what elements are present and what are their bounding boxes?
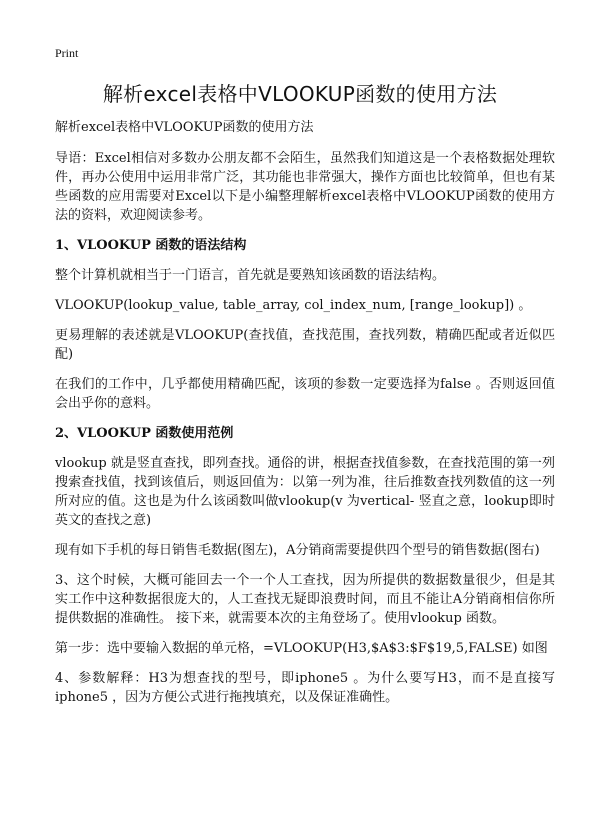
section1-heading: 1、VLOOKUP 函数的语法结构 xyxy=(55,238,247,253)
section2-paragraph-2: 现有如下手机的每日销售毛数据(图左)，A分销商需要提供四个型号的销售数据(图右) xyxy=(55,543,540,558)
document-body xyxy=(55,118,555,718)
section1-paragraph-3: 在我们的工作中，几乎都使用精确匹配，该项的参数一定要选择为false 。否则返回值会出乎你的意料。 xyxy=(55,377,555,411)
section2-paragraph-5: 4、参数解释：H3为想查找的型号，即iphone5 。为什么要写H3，而不是直接写iphone5 ，因为方便公式进行拖拽填充，以及保证准确性。 xyxy=(55,671,555,705)
section2-paragraph-4: 第一步：选中要输入数据的单元格，=VLOOKUP(H3,$A$3:$F$19,5,FALSE) 如图 xyxy=(55,641,548,656)
document-title: 解析excel表格中VLOOKUP函数的使用方法 xyxy=(102,82,498,106)
section1-paragraph-1: 整个计算机就相当于一门语言，首先就是要熟知该函数的语法结构。 xyxy=(55,268,446,283)
document-subtitle: 解析excel表格中VLOOKUP函数的使用方法 xyxy=(55,120,314,135)
section2-paragraph-1: vlookup 就是竖直查找，即列查找。通俗的讲，根据查找值参数，在查找范围的第一列搜索查找值，找到该值后，则返回值为：以第一列为准，往后推数查找列数值的这一列所对应的值。这也是为什么该函数叫做vlookup(v 为vertical- 竖直之意，lookup即时英文的查找之意) xyxy=(55,456,555,528)
print-label: Print xyxy=(55,46,79,60)
section2-paragraph-3: 3、这个时候，大概可能回去一个一个人工查找，因为所提供的数据数量很少，但是其实工作中这种数据很庞大的，人工查找无疑即浪费时间，而且不能让A分销商相信你所提供数据的准确性。 接下来，就需要本次的主角登场了。使用vlookup 函数。 xyxy=(55,573,555,626)
section2-heading: 2、VLOOKUP 函数使用范例 xyxy=(55,426,234,441)
section1-paragraph-2: 更易理解的表述就是VLOOKUP(查找值，查找范围，查找列数，精确匹配或者近似匹配) xyxy=(55,328,555,362)
intro-paragraph: 导语：Excel相信对多数办公朋友都不会陌生，虽然我们知道这是一个表格数据处理软件，再办公使用中运用非常广泛，其功能也非常强大，操作方面也比较简单，但也有某些函数的应用需要对Excel以下是小编整理解析excel表格中VLOOKUP函数的使用方法的资料，欢迎阅读参考。 xyxy=(55,151,555,223)
section1-syntax: VLOOKUP(lookup_value, table_array, col_index_num, [range_lookup]) 。 xyxy=(55,298,532,313)
